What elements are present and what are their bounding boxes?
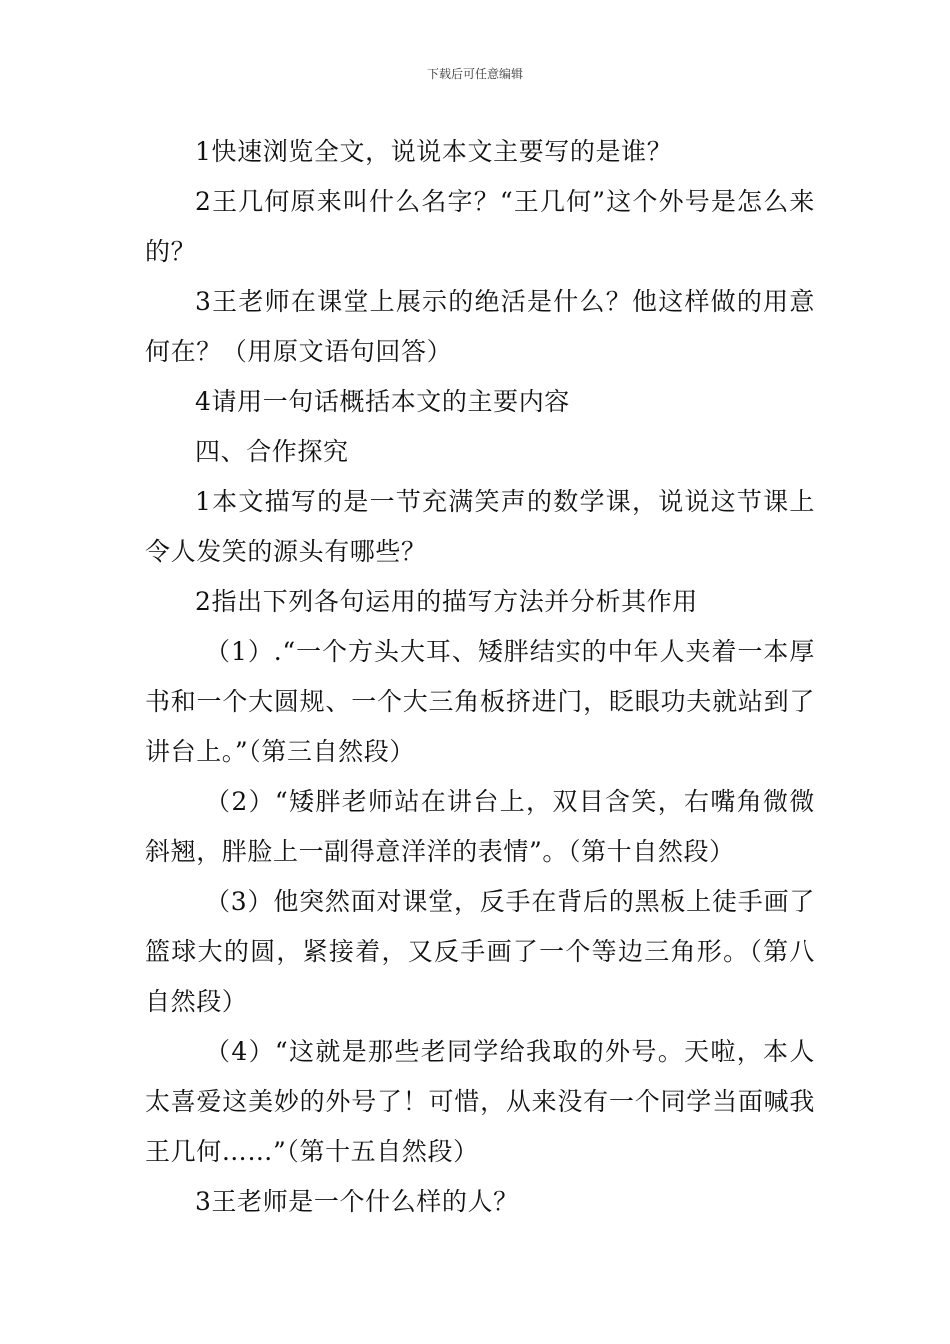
question-1-2: 2王几何原来叫什么名字？“王几何”这个外号是怎么来的？	[145, 187, 815, 266]
sentence-item-3: （3）他突然面对课堂，反手在背后的黑板上徒手画了篮球大的圆，紧接着，又反手画了一个等边三角形。（第八自然段）	[145, 887, 815, 1016]
sentence-item-1: （1）.“一个方头大耳、矮胖结实的中年人夹着一本厚书和一个大圆规、一个大三角板挤进门，眨眼功夫就站到了讲台上。”（第三自然段）	[145, 637, 815, 766]
question-4-2: 2指出下列各句运用的描写方法并分析其作用	[195, 587, 698, 616]
question-1-4: 4请用一句话概括本文的主要内容	[195, 387, 570, 416]
question-1-1: 1快速浏览全文，说说本文主要写的是谁？	[195, 137, 673, 166]
question-4-1: 1本文描写的是一节充满笑声的数学课，说说这节课上令人发笑的源头有哪些？	[145, 487, 815, 566]
page-header-note: 下载后可任意编辑	[426, 67, 523, 81]
section-heading-cooperative-inquiry: 四、合作探究	[195, 437, 349, 466]
document-body	[145, 127, 815, 1227]
sentence-item-2: （2）“矮胖老师站在讲台上，双目含笑，右嘴角微微斜翘，胖脸上一副得意洋洋的表情”。（第十自然段）	[145, 787, 815, 866]
question-4-3: 3王老师是一个什么样的人？	[195, 1187, 519, 1216]
question-1-3: 3王老师在课堂上展示的绝活是什么？他这样做的用意何在？（用原文语句回答）	[145, 287, 815, 366]
sentence-item-4: （4）“这就是那些老同学给我取的外号。天啦，本人太喜爱这美妙的外号了！可惜，从来没有一个同学当面喊我王几何……”（第十五自然段）	[145, 1037, 815, 1166]
